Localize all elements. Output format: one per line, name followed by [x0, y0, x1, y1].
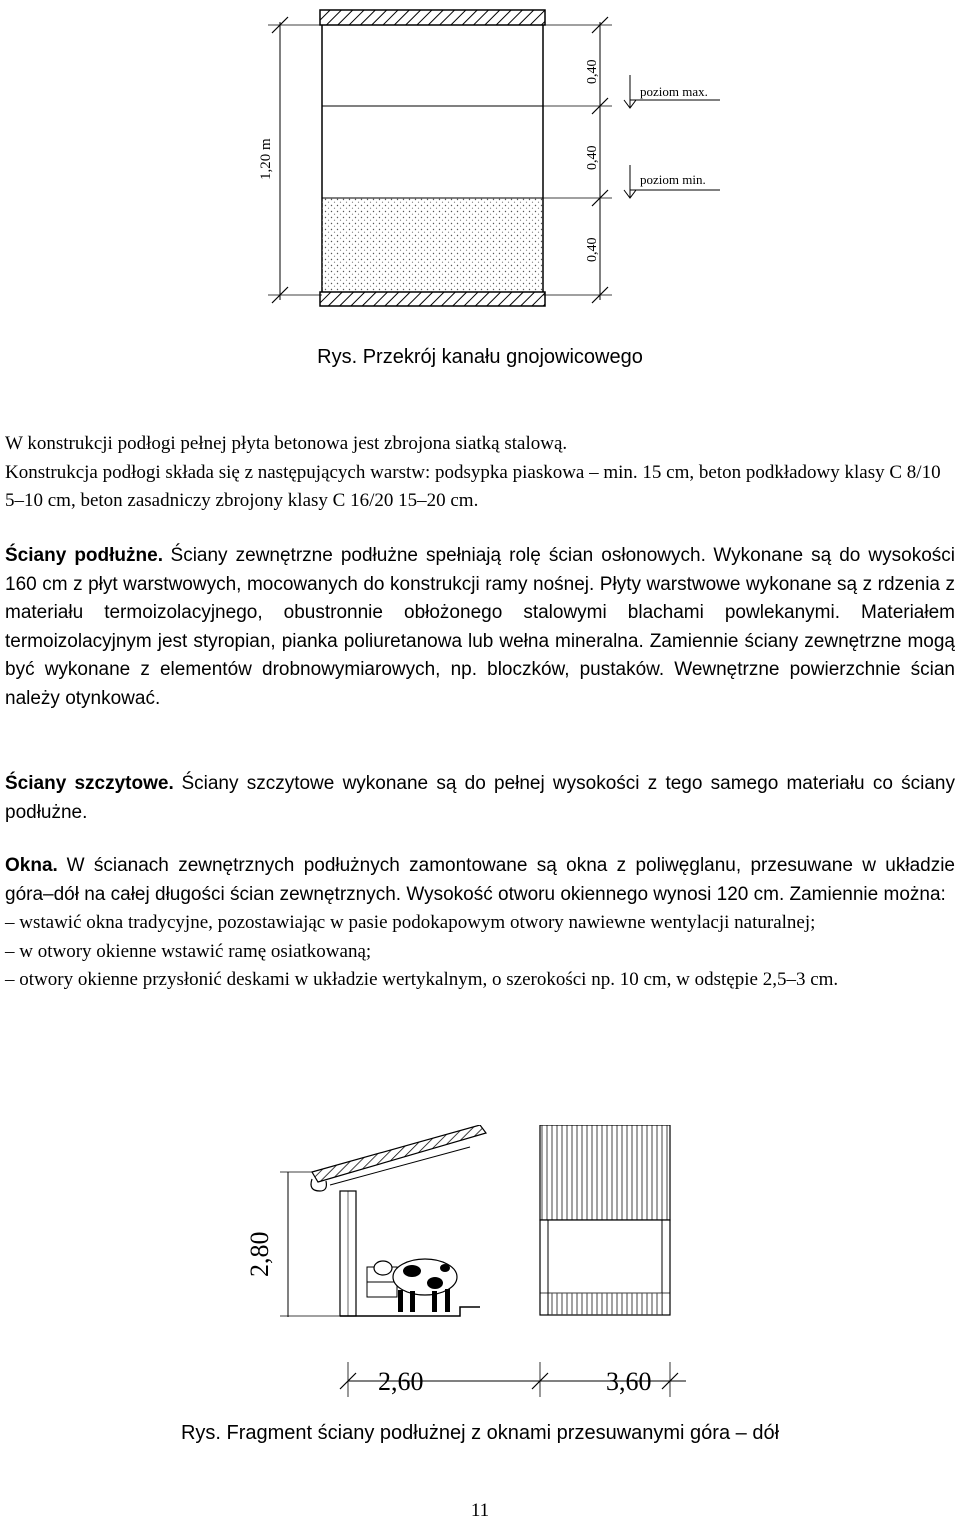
roof-slab	[312, 1125, 486, 1182]
windows-paragraph	[5, 852, 955, 995]
upper-cladding	[540, 1125, 670, 1220]
floor-paragraph	[5, 430, 955, 516]
walls-gable-paragraph	[5, 770, 955, 827]
windows-text: W ścianach zewnętrznych podłużnych zamontowane są okna z poliwęglanu, przesuwane w układzie góra–dół na całej długości ścian zewnętrznych. Wysokość otworu okiennego wynosi 120 cm. Zamiennie można:	[5, 855, 956, 905]
segment-label-top: 0,40	[585, 59, 600, 84]
segment-label-middle: 0,40	[585, 145, 600, 170]
windows-option-2: – w otwory okienne wstawić ramę osiatkowaną;	[5, 940, 372, 962]
walls-long-heading: Ściany podłużne.	[5, 545, 163, 566]
windows-option-3: – otwory okienne przysłonić deskami w układzie wertykalnym, o szerokości np. 10 cm, w odstępie 2,5–3 cm.	[5, 969, 839, 991]
walls-long-text: Wykonane są do wysokości 160 cm z płyt warstwowych, mocowanych do konstrukcji ramy nośnej. Płyty warstwowe wykonane są z rdzenia z materiału termoizolacyjnego, obustronnie obłożonego stalowymi blachami powlekanymi. Materiałem termoizolacyjnym jest styropian, pianka poliuretanowa lub wełna mineralna. Zamiennie ściany zewnętrzne mogą być wykonane z elementów drobnowymiarowych, np. bloczków, pustaków. Wewnętrzne powierzchnie ścian należy otynkować.	[5, 545, 955, 709]
figure1-caption: Rys. Przekrój kanału gnojowicowego	[317, 346, 643, 368]
windows-heading: Okna.	[5, 855, 58, 876]
channel-bottom-slab	[320, 292, 545, 306]
longitudinal-wall-figure	[0, 1125, 960, 1425]
walls-gable-heading: Ściany szczytowe.	[5, 773, 174, 794]
manure-fill	[322, 198, 543, 292]
level-max-label: poziom max.	[640, 84, 708, 99]
floor-line-1: W konstrukcji podłogi pełnej płyta betonowa jest zbrojona siatką stalową.	[5, 433, 568, 454]
width-right-label: 3,60	[606, 1367, 652, 1396]
manure-channel-section-figure	[0, 0, 960, 330]
walls-gable-text: Ściany szczytowe wykonane są do pełnej wysokości z tego samego materiału co ściany podłużne.	[5, 773, 955, 823]
slatted-floor	[320, 10, 545, 25]
segment-label-bottom: 0,40	[585, 237, 600, 262]
width-left-label: 2,60	[378, 1367, 424, 1396]
figure2-caption: Rys. Fragment ściany podłużnej z oknami przesuwanymi góra – dół	[180, 1422, 780, 1444]
level-min-label: poziom min.	[640, 172, 706, 187]
walls-long-paragraph	[5, 542, 955, 714]
walls-long-lead: Ściany zewnętrzne podłużne spełniają rolę ścian osłonowych.	[170, 545, 706, 566]
cow-icon	[374, 1259, 457, 1312]
floor-line-2: Konstrukcja podłogi składa się z następujących warstw: podsypka piaskowa – min. 15 cm, beton podkładowy klasy C 8/10 5–10 cm, beton zasadniczy zbrojony klasy C 16/20 15–20 cm.	[5, 461, 941, 512]
page-number: 11	[470, 1500, 490, 1521]
windows-option-1: – wstawić okna tradycyjne, pozostawiając w pasie podokapowym otwory nawiewne wentylacji naturalnej;	[5, 912, 816, 934]
height-dimension-label: 1,20 m	[258, 138, 274, 180]
wall-height-label: 2,80	[245, 1231, 274, 1277]
